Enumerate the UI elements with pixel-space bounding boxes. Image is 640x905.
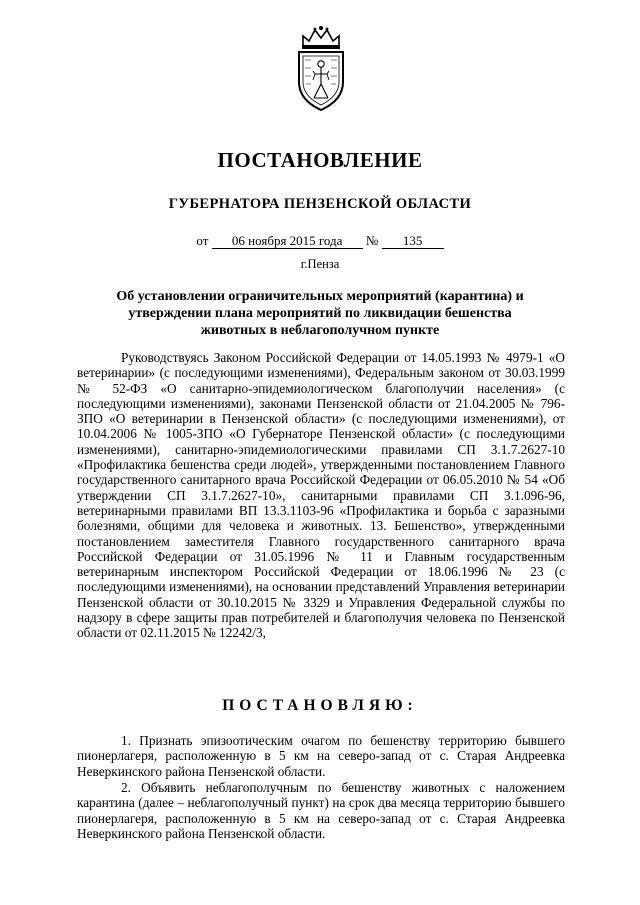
- decree-date: 06 ноября 2015 года: [212, 234, 363, 249]
- date-number-line: [0, 233, 640, 249]
- issuer-line: ГУБЕРНАТОРА ПЕНЗЕНСКОЙ ОБЛАСТИ: [168, 196, 472, 212]
- preamble-paragraph: Руководствуясь Законом Российской Федерации от 14.05.1993 № 4979-1 «О ветеринарии» (с последующими изменениями), Федеральным законом от 30.03.1999 № 52-ФЗ «О санитарно-эпидемиологическом благополучии населения» (с последующими изменениями), законами Пензенской области от 21.04.2005 № 796-ЗПО «О ветеринарии в Пензенской области» (с последующими изменениями), от 10.04.2006 № 1005-ЗПО «О Губернаторе Пензенской области» (с последующими изменениями), санитарно-эпидемиологическими правилами СП 3.1.7.2627-10 «Профилактика бешенства среди людей», утвержденными постановлением Главного государственного санитарного врача Российской Федерации от 06.05.2010 № 54 «Об утверждении СП 3.1.7.2627-10», санитарными правилами СП 3.1.096-96, ветеринарными правилами ВП 13.3.1103-96 «Профилактика и борьба с заразными болезнями, общими для человека и животных. 13. Бешенство», утвержденными постановлением заместителя Главного государственного санитарного врача Российской Федерации от 31.05.1996 № 11 и Главным государственным ветеринарным инспектором Российской Федерации от 18.06.1996 № 23 (с последующими изменениями), на основании представлений Управления ветеринарии Пензенской области от 30.10.2015 № 3329 и Управления Федеральной службы по надзору в сфере защиты прав потребителей и благополучия человека по Пензенской области от 02.11.2015 № 12242/3,: [77, 350, 565, 641]
- decree-number: 135: [382, 234, 444, 249]
- penza-coat-of-arms-icon: [293, 24, 349, 112]
- document-heading: Об установлении ограничительных мероприятий (карантина) и утверждении плана мероприятий по ликвидации бешенства животных в неблагополучном пункте: [116, 289, 524, 338]
- city: г.Пенза: [300, 257, 340, 271]
- document-title: ПОСТАНОВЛЕНИЕ: [217, 148, 423, 172]
- date-prefix: от: [196, 233, 209, 248]
- decree-word: ПОСТАНОВЛЯЮ:: [222, 697, 418, 714]
- number-label: №: [365, 233, 379, 248]
- decree-item-2: 2. Объявить неблагополучным по бешенству животных с наложением карантина (далее – неблагополучный пункт) на срок два месяца территорию бывшего пионерлагеря, расположенную в 5 км на северо-запад от с. Старая Андреевка Неверкинского района Пензенской области.: [77, 780, 565, 841]
- decree-item-1: 1. Признать эпизоотическим очагом по бешенству территорию бывшего пионерлагеря, расположенную в 5 км на северо-запад от с. Старая Андреевка Неверкинского района Пензенской области.: [77, 733, 565, 779]
